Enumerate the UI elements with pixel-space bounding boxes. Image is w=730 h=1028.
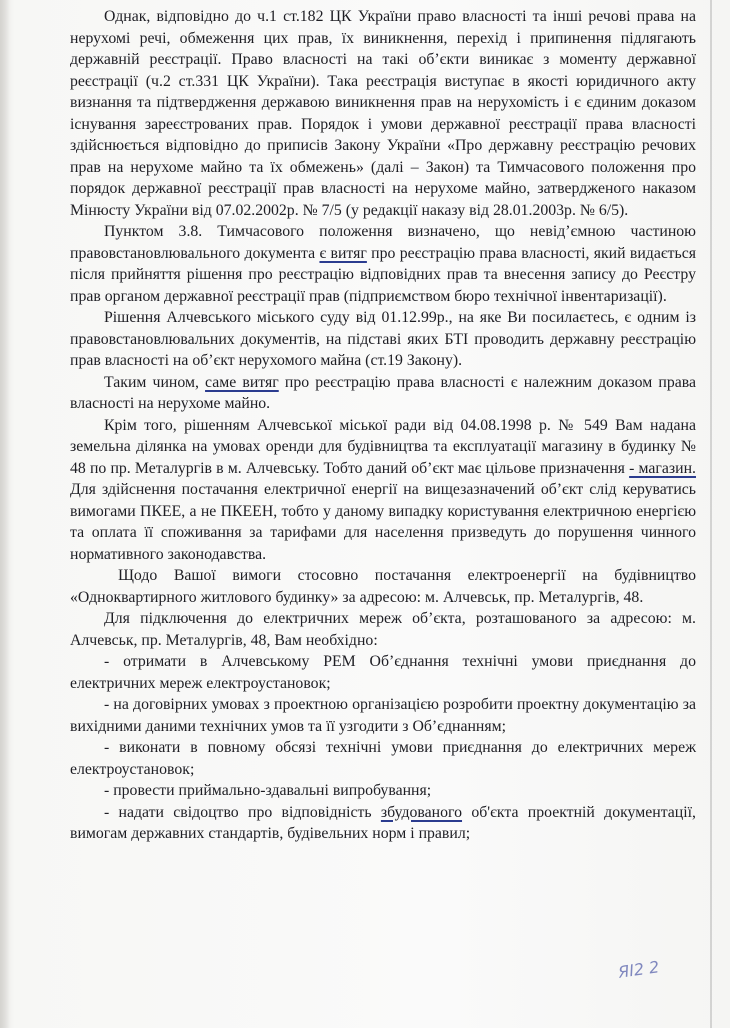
letter-body — [70, 6, 696, 845]
paragraph-electricity-request: Щодо Вашої вимоги стосовно постачання електроенергії на будівництво «Одноквартирного житлового будинку» за адресою: м. Алчевськ, пр. Металургів, 48. — [70, 567, 696, 606]
handwritten-underline: саме витяг — [205, 373, 279, 391]
paragraph-ownership-registration: Однак, відповідно до ч.1 ст.182 ЦК України право власності та інші речові права на нерухомі речі, обмеження цих прав, їх виникнення, перехід і припинення підлягають державній реєстрації. Право власності на такі об’єкти виникає з моменту державної реєстрації (ч.2 ст.331 ЦК України). Така реєстрація виступає в якості юридичного акту визнання та підтвердження державою виникнення прав на нерухомість і є єдиним доказом існування зареєстрованих прав. Порядок і умови державної реєстрації права власності здійснюється відповідно до приписів Закону України «Про державну реєстрацію речових прав на нерухоме майно та їх обмежень» (далі – Закон) та Тимчасового положення про порядок державної реєстрації прав власності на нерухоме майно, затвердженого наказом Мінюсту України від 07.02.2002р. № 7/5 (у редакції наказу від 28.01.2003р. № 6/5). — [70, 8, 696, 219]
paragraph-court-decision: Рішення Алчевського міського суду від 01.12.99р., на яке Ви посилаєтесь, є одним із правовстановлювальних документів, на підставі яких БТІ проводить державну реєстрацію прав власності на об’єкт нерухомого майна (ст.19 Закону). — [70, 309, 696, 369]
list-item: - на договірних умовах з проектною організацією розробити проектну документацію за вихідними даними технічних умов та її узгодити з Об’єднанням; — [70, 696, 696, 735]
paragraph-conclusion: Таким чином, саме витяг про реєстрацію права власності є належним доказом права власності на нерухоме майно. — [70, 373, 697, 412]
list-item: - провести приймально-здавальні випробування; — [104, 782, 432, 799]
handwritten-mark: ЯІ2 2 — [616, 957, 661, 982]
paragraph-extract-requirement: Пунктом 3.8. Тимчасового положення визначено, що невід’ємною частиною правовстановлювального документа є витяг про реєстрацію права власності, який видається після прийняття рішення про реєстрацію відповідних прав та внесення запису до Реєстру прав органом державної реєстрації прав (підприємством бюро технічної інвентаризації). — [70, 223, 696, 305]
handwritten-underline: є витяг — [319, 244, 367, 262]
page-edge-shadow — [710, 0, 712, 1028]
list-item: - отримати в Алчевському РЕМ Об’єднання технічні умови приєднання до електричних мереж електроустановок; — [70, 653, 696, 692]
handwritten-underline: збудованого — [380, 803, 463, 821]
list-item: - виконати в повному обсязі технічні умови приєднання до електричних мереж електроустановок; — [70, 739, 696, 778]
list-item: - надати свідоцтво про відповідність збудованого об'єкта проектній документації, вимогам державних стандартів, будівельних норм і правил; — [70, 803, 696, 842]
paragraph-land-plot: Крім того, рішенням Алчевської міської ради від 04.08.1998 р. № 549 Вам надана земельна ділянка на умовах оренди для будівництва та експлуатації магазину в будинку № 48 по пр. Металургів в м. Алчевську. Тобто даний об’єкт має цільове призначення - магазин. Для здійснення постачання електричної енергії на вищезазначений об’єкт слід керуватись вимогами ПКЕЕ, а не ПКЕЕН, тобто у даному випадку користування електричною енергією та оплата її споживання за тарифами для населення призведуть до порушення чинного нормативного законодавства. — [70, 416, 696, 563]
handwritten-underline: - магазин. — [629, 459, 696, 477]
paragraph-connection-intro: Для підключення до електричних мереж об’єкта, розташованого за адресою: м. Алчевськ, пр. Металургів, 48, Вам необхідно: — [70, 610, 696, 649]
